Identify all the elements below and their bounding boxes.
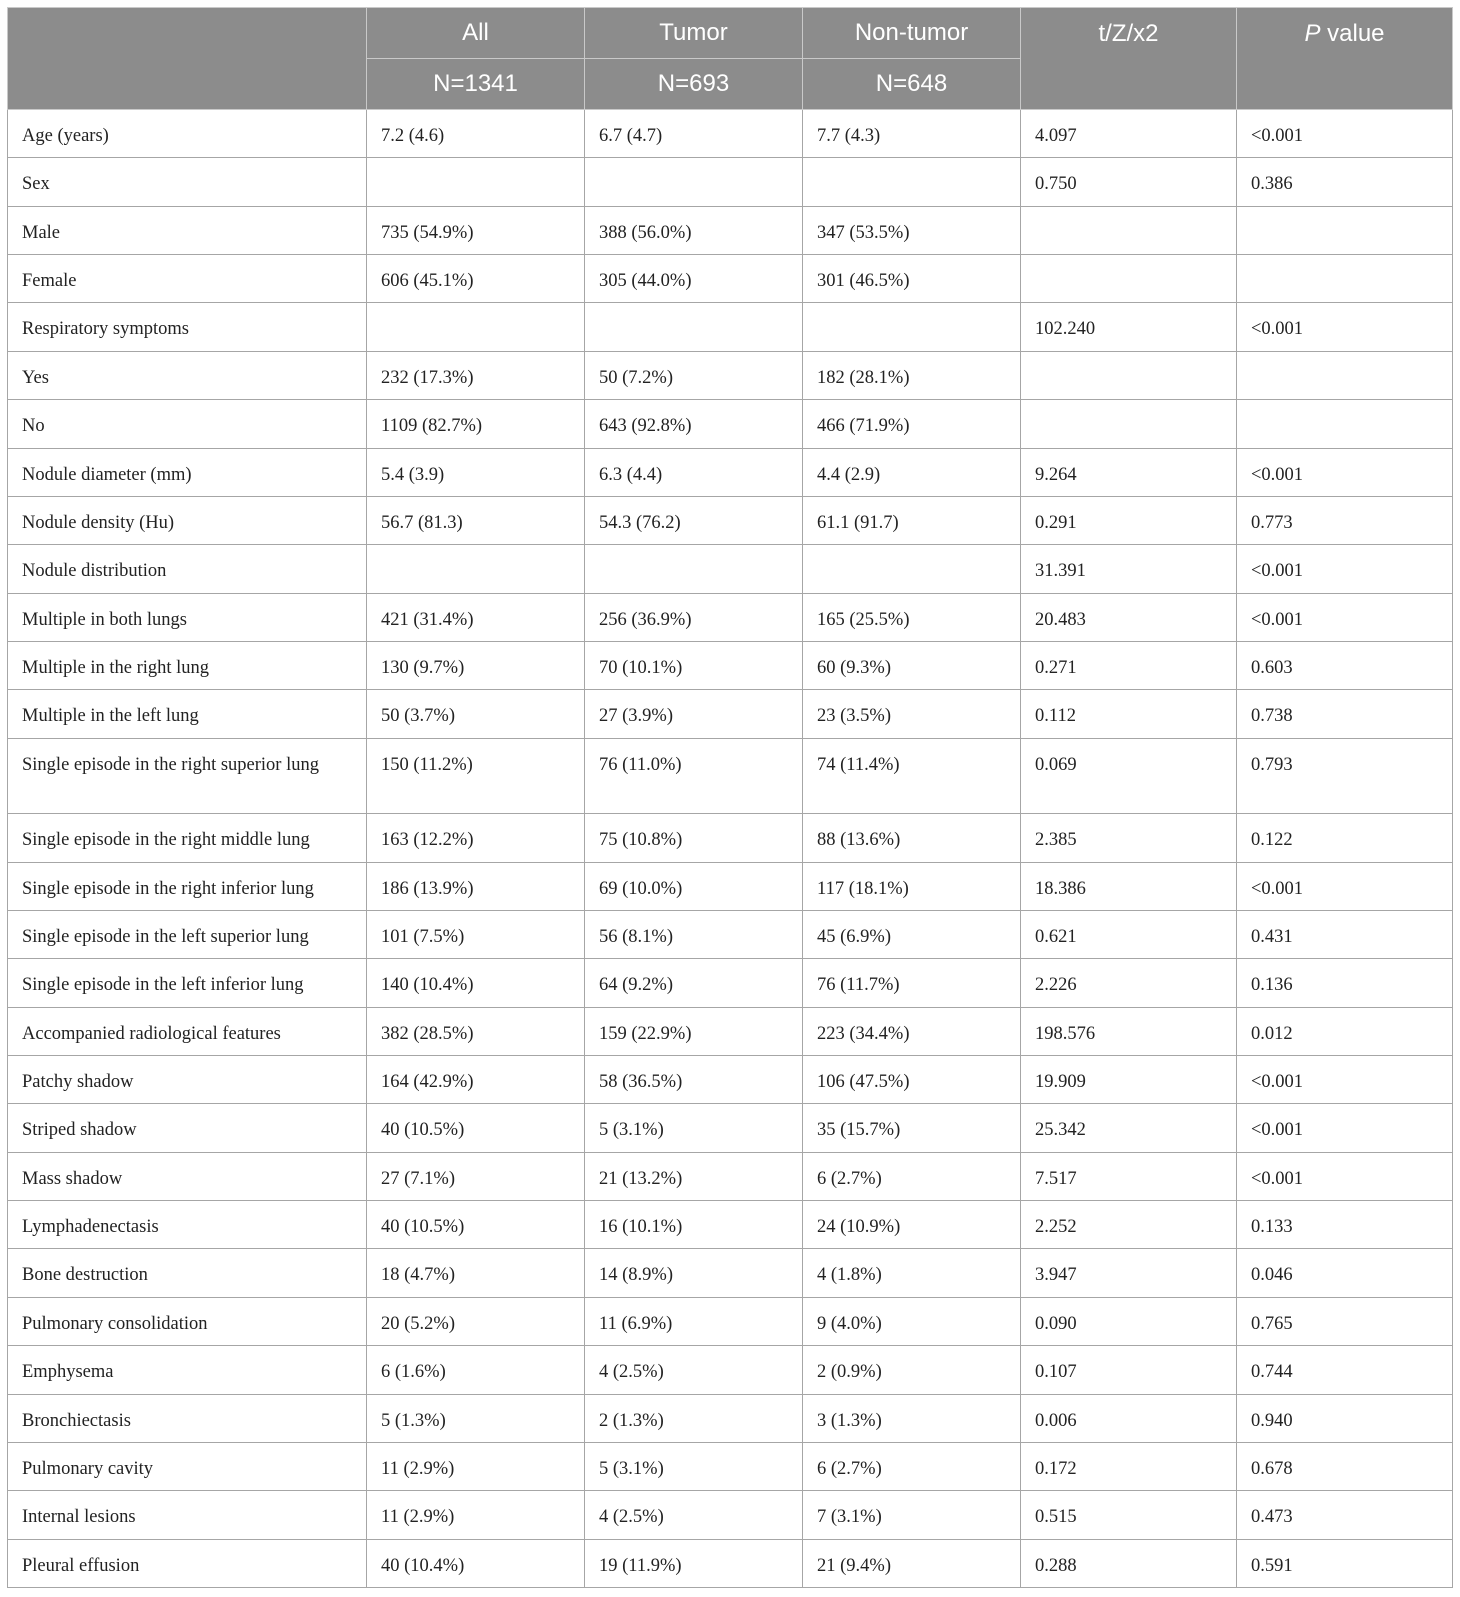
table-row <box>8 1152 1453 1200</box>
cell-variable: Respiratory symptoms <box>8 303 367 351</box>
cell-tumor: 54.3 (76.2) <box>585 496 803 544</box>
table-row <box>8 1056 1453 1104</box>
cell-nontumor: 223 (34.4%) <box>803 1007 1021 1055</box>
cell-statistic: 0.107 <box>1021 1346 1237 1394</box>
cell-variable: Multiple in both lungs <box>8 593 367 641</box>
cell-p-value: 0.136 <box>1237 959 1453 1007</box>
cell-nontumor <box>803 158 1021 206</box>
cell-variable: Lymphadenectasis <box>8 1201 367 1249</box>
cell-tumor: 64 (9.2%) <box>585 959 803 1007</box>
table-row <box>8 1394 1453 1442</box>
cell-statistic: 19.909 <box>1021 1056 1237 1104</box>
cell-all: 163 (12.2%) <box>367 814 585 862</box>
cell-all: 130 (9.7%) <box>367 641 585 689</box>
cell-tumor: 70 (10.1%) <box>585 641 803 689</box>
cell-p-value <box>1237 206 1453 254</box>
table-row <box>8 738 1453 814</box>
table-row <box>8 1297 1453 1345</box>
cell-tumor: 4 (2.5%) <box>585 1346 803 1394</box>
cell-all: 40 (10.5%) <box>367 1201 585 1249</box>
cell-variable: Male <box>8 206 367 254</box>
cell-variable: Bone destruction <box>8 1249 367 1297</box>
cell-tumor: 2 (1.3%) <box>585 1394 803 1442</box>
cell-nontumor: 6 (2.7%) <box>803 1152 1021 1200</box>
table-row <box>8 1442 1453 1490</box>
table-row <box>8 110 1453 158</box>
cell-statistic: 9.264 <box>1021 448 1237 496</box>
table-row <box>8 545 1453 593</box>
cell-nontumor: 6 (2.7%) <box>803 1442 1021 1490</box>
cell-p-value: <0.001 <box>1237 1152 1453 1200</box>
cell-p-value: <0.001 <box>1237 1104 1453 1152</box>
cell-tumor <box>585 303 803 351</box>
cell-p-value <box>1237 351 1453 399</box>
cell-statistic: 25.342 <box>1021 1104 1237 1152</box>
table-row <box>8 496 1453 544</box>
cell-nontumor: 4 (1.8%) <box>803 1249 1021 1297</box>
cell-p-value: 0.431 <box>1237 910 1453 958</box>
cell-tumor: 56 (8.1%) <box>585 910 803 958</box>
cell-nontumor: 35 (15.7%) <box>803 1104 1021 1152</box>
cell-nontumor: 74 (11.4%) <box>803 738 1021 814</box>
cell-variable: Age (years) <box>8 110 367 158</box>
cell-all: 40 (10.5%) <box>367 1104 585 1152</box>
cell-nontumor: 61.1 (91.7) <box>803 496 1021 544</box>
cell-p-value <box>1237 400 1453 448</box>
cell-p-value: 0.678 <box>1237 1442 1453 1490</box>
cell-variable: Single episode in the left inferior lung <box>8 959 367 1007</box>
cell-nontumor: 76 (11.7%) <box>803 959 1021 1007</box>
cell-statistic: 0.515 <box>1021 1491 1237 1539</box>
cell-p-value: 0.122 <box>1237 814 1453 862</box>
cell-nontumor: 117 (18.1%) <box>803 862 1021 910</box>
cell-p-value: 0.738 <box>1237 690 1453 738</box>
cell-tumor <box>585 158 803 206</box>
table-row <box>8 959 1453 1007</box>
cell-nontumor: 60 (9.3%) <box>803 641 1021 689</box>
table-row <box>8 1201 1453 1249</box>
cell-statistic: 2.226 <box>1021 959 1237 1007</box>
header-p-rest: value <box>1320 20 1385 47</box>
table-row <box>8 690 1453 738</box>
cell-variable: Pleural effusion <box>8 1539 367 1587</box>
cell-variable: Yes <box>8 351 367 399</box>
cell-nontumor: 88 (13.6%) <box>803 814 1021 862</box>
cell-variable: Single episode in the right inferior lung <box>8 862 367 910</box>
cell-nontumor: 7 (3.1%) <box>803 1491 1021 1539</box>
cell-p-value: <0.001 <box>1237 110 1453 158</box>
header-tumor-n: N=693 <box>585 59 803 110</box>
cell-all: 150 (11.2%) <box>367 738 585 814</box>
cell-tumor: 4 (2.5%) <box>585 1491 803 1539</box>
cell-p-value: <0.001 <box>1237 545 1453 593</box>
cell-statistic: 0.006 <box>1021 1394 1237 1442</box>
cell-all: 606 (45.1%) <box>367 255 585 303</box>
cell-p-value: <0.001 <box>1237 1056 1453 1104</box>
cell-tumor: 6.7 (4.7) <box>585 110 803 158</box>
cell-tumor: 256 (36.9%) <box>585 593 803 641</box>
table-row <box>8 206 1453 254</box>
cell-variable: Single episode in the left superior lung <box>8 910 367 958</box>
cell-all: 11 (2.9%) <box>367 1442 585 1490</box>
cell-nontumor: 106 (47.5%) <box>803 1056 1021 1104</box>
table-row <box>8 641 1453 689</box>
cell-all: 140 (10.4%) <box>367 959 585 1007</box>
cell-all: 186 (13.9%) <box>367 862 585 910</box>
cell-variable: No <box>8 400 367 448</box>
cell-statistic: 31.391 <box>1021 545 1237 593</box>
cell-p-value: 0.473 <box>1237 1491 1453 1539</box>
table-row <box>8 1249 1453 1297</box>
cell-tumor: 21 (13.2%) <box>585 1152 803 1200</box>
cell-p-value: 0.591 <box>1237 1539 1453 1587</box>
cell-nontumor: 3 (1.3%) <box>803 1394 1021 1442</box>
cell-tumor: 5 (3.1%) <box>585 1104 803 1152</box>
cell-tumor: 388 (56.0%) <box>585 206 803 254</box>
cell-all: 56.7 (81.3) <box>367 496 585 544</box>
header-variable <box>8 8 367 110</box>
cell-nontumor: 466 (71.9%) <box>803 400 1021 448</box>
cell-nontumor: 182 (28.1%) <box>803 351 1021 399</box>
cell-all: 382 (28.5%) <box>367 1007 585 1055</box>
table-row <box>8 1104 1453 1152</box>
cell-statistic: 3.947 <box>1021 1249 1237 1297</box>
cell-p-value: 0.133 <box>1237 1201 1453 1249</box>
cell-all: 20 (5.2%) <box>367 1297 585 1345</box>
header-statistic: t/Z/x2 <box>1021 8 1237 110</box>
cell-tumor: 69 (10.0%) <box>585 862 803 910</box>
cell-all <box>367 303 585 351</box>
table-row <box>8 303 1453 351</box>
cell-tumor: 58 (36.5%) <box>585 1056 803 1104</box>
cell-all: 27 (7.1%) <box>367 1152 585 1200</box>
cell-nontumor: 165 (25.5%) <box>803 593 1021 641</box>
cell-all: 40 (10.4%) <box>367 1539 585 1587</box>
header-all: All <box>367 8 585 59</box>
cell-statistic <box>1021 351 1237 399</box>
cell-p-value: 0.603 <box>1237 641 1453 689</box>
cell-variable: Striped shadow <box>8 1104 367 1152</box>
cell-p-value: <0.001 <box>1237 593 1453 641</box>
cell-variable: Nodule diameter (mm) <box>8 448 367 496</box>
cell-all: 735 (54.9%) <box>367 206 585 254</box>
cell-nontumor: 347 (53.5%) <box>803 206 1021 254</box>
cell-statistic: 102.240 <box>1021 303 1237 351</box>
cell-all <box>367 545 585 593</box>
cell-variable: Emphysema <box>8 1346 367 1394</box>
cell-variable: Pulmonary cavity <box>8 1442 367 1490</box>
table-row <box>8 158 1453 206</box>
cell-statistic: 198.576 <box>1021 1007 1237 1055</box>
cell-variable: Single episode in the right middle lung <box>8 814 367 862</box>
cell-p-value: 0.012 <box>1237 1007 1453 1055</box>
cell-statistic: 4.097 <box>1021 110 1237 158</box>
table-row <box>8 910 1453 958</box>
table-body <box>8 110 1453 1588</box>
cell-statistic: 0.750 <box>1021 158 1237 206</box>
cell-variable: Patchy shadow <box>8 1056 367 1104</box>
cell-tumor <box>585 545 803 593</box>
cell-p-value: <0.001 <box>1237 862 1453 910</box>
cell-tumor: 14 (8.9%) <box>585 1249 803 1297</box>
cell-nontumor: 2 (0.9%) <box>803 1346 1021 1394</box>
table-row <box>8 255 1453 303</box>
cell-all: 5 (1.3%) <box>367 1394 585 1442</box>
cell-variable: Bronchiectasis <box>8 1394 367 1442</box>
cell-all: 5.4 (3.9) <box>367 448 585 496</box>
cell-tumor: 6.3 (4.4) <box>585 448 803 496</box>
cell-statistic <box>1021 255 1237 303</box>
header-p-value <box>1237 8 1453 110</box>
header-tumor: Tumor <box>585 8 803 59</box>
cell-statistic: 20.483 <box>1021 593 1237 641</box>
cell-p-value: 0.386 <box>1237 158 1453 206</box>
cell-p-value: 0.046 <box>1237 1249 1453 1297</box>
header-nontumor-n: N=648 <box>803 59 1021 110</box>
cell-all: 164 (42.9%) <box>367 1056 585 1104</box>
table-row <box>8 351 1453 399</box>
cell-statistic: 0.069 <box>1021 738 1237 814</box>
table-row <box>8 593 1453 641</box>
cell-p-value: 0.744 <box>1237 1346 1453 1394</box>
cell-p-value: 0.765 <box>1237 1297 1453 1345</box>
cell-statistic: 2.385 <box>1021 814 1237 862</box>
cell-p-value: <0.001 <box>1237 448 1453 496</box>
cell-statistic: 18.386 <box>1021 862 1237 910</box>
cell-all: 7.2 (4.6) <box>367 110 585 158</box>
cell-statistic: 0.271 <box>1021 641 1237 689</box>
cell-tumor: 50 (7.2%) <box>585 351 803 399</box>
cell-nontumor: 7.7 (4.3) <box>803 110 1021 158</box>
cell-variable: Multiple in the right lung <box>8 641 367 689</box>
table-header <box>8 8 1453 110</box>
table-row <box>8 862 1453 910</box>
cell-all: 101 (7.5%) <box>367 910 585 958</box>
cell-variable: Female <box>8 255 367 303</box>
cell-tumor: 75 (10.8%) <box>585 814 803 862</box>
cell-p-value: <0.001 <box>1237 303 1453 351</box>
cell-statistic <box>1021 400 1237 448</box>
table-row <box>8 400 1453 448</box>
header-p-italic: P <box>1304 20 1321 47</box>
cell-all: 1109 (82.7%) <box>367 400 585 448</box>
data-table <box>7 7 1453 1588</box>
cell-nontumor <box>803 545 1021 593</box>
table-row <box>8 1539 1453 1587</box>
cell-tumor: 16 (10.1%) <box>585 1201 803 1249</box>
cell-tumor: 27 (3.9%) <box>585 690 803 738</box>
cell-all: 421 (31.4%) <box>367 593 585 641</box>
table-row <box>8 1491 1453 1539</box>
cell-statistic <box>1021 206 1237 254</box>
cell-nontumor: 45 (6.9%) <box>803 910 1021 958</box>
cell-nontumor: 4.4 (2.9) <box>803 448 1021 496</box>
cell-p-value: 0.793 <box>1237 738 1453 814</box>
cell-tumor: 76 (11.0%) <box>585 738 803 814</box>
cell-all: 50 (3.7%) <box>367 690 585 738</box>
cell-all: 232 (17.3%) <box>367 351 585 399</box>
cell-variable: Sex <box>8 158 367 206</box>
cell-nontumor: 24 (10.9%) <box>803 1201 1021 1249</box>
cell-tumor: 11 (6.9%) <box>585 1297 803 1345</box>
cell-p-value <box>1237 255 1453 303</box>
table-row <box>8 1346 1453 1394</box>
cell-tumor: 305 (44.0%) <box>585 255 803 303</box>
cell-all: 18 (4.7%) <box>367 1249 585 1297</box>
cell-variable: Internal lesions <box>8 1491 367 1539</box>
table-row <box>8 448 1453 496</box>
cell-statistic: 0.090 <box>1021 1297 1237 1345</box>
header-row <box>8 8 1453 59</box>
cell-tumor: 159 (22.9%) <box>585 1007 803 1055</box>
cell-statistic: 7.517 <box>1021 1152 1237 1200</box>
cell-statistic: 0.291 <box>1021 496 1237 544</box>
cell-nontumor <box>803 303 1021 351</box>
cell-nontumor: 21 (9.4%) <box>803 1539 1021 1587</box>
cell-p-value: 0.773 <box>1237 496 1453 544</box>
cell-variable: Single episode in the right superior lung <box>8 738 367 814</box>
cell-variable: Accompanied radiological features <box>8 1007 367 1055</box>
cell-all: 6 (1.6%) <box>367 1346 585 1394</box>
cell-p-value: 0.940 <box>1237 1394 1453 1442</box>
header-nontumor: Non-tumor <box>803 8 1021 59</box>
table-row <box>8 814 1453 862</box>
cell-nontumor: 23 (3.5%) <box>803 690 1021 738</box>
cell-all <box>367 158 585 206</box>
cell-statistic: 0.621 <box>1021 910 1237 958</box>
cell-statistic: 0.288 <box>1021 1539 1237 1587</box>
cell-nontumor: 301 (46.5%) <box>803 255 1021 303</box>
cell-statistic: 2.252 <box>1021 1201 1237 1249</box>
cell-nontumor: 9 (4.0%) <box>803 1297 1021 1345</box>
cell-tumor: 643 (92.8%) <box>585 400 803 448</box>
table-row <box>8 1007 1453 1055</box>
cell-variable: Nodule density (Hu) <box>8 496 367 544</box>
cell-variable: Multiple in the left lung <box>8 690 367 738</box>
cell-statistic: 0.112 <box>1021 690 1237 738</box>
cell-variable: Nodule distribution <box>8 545 367 593</box>
cell-statistic: 0.172 <box>1021 1442 1237 1490</box>
cell-variable: Mass shadow <box>8 1152 367 1200</box>
cell-tumor: 5 (3.1%) <box>585 1442 803 1490</box>
header-all-n: N=1341 <box>367 59 585 110</box>
cell-tumor: 19 (11.9%) <box>585 1539 803 1587</box>
cell-variable: Pulmonary consolidation <box>8 1297 367 1345</box>
cell-all: 11 (2.9%) <box>367 1491 585 1539</box>
